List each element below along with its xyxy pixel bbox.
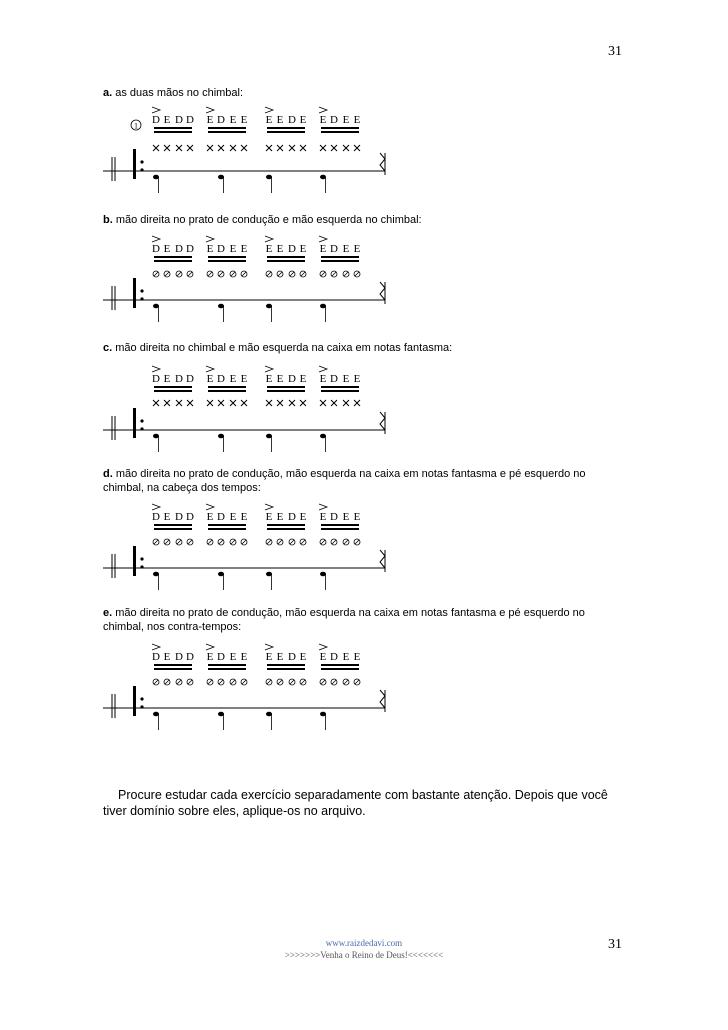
cymbal-slash [219, 272, 223, 276]
sticking-letter: E [240, 114, 248, 126]
beam [208, 664, 246, 666]
cymbal-slash [188, 680, 192, 684]
beam [154, 127, 192, 129]
sticking-letter: D [288, 511, 296, 523]
accent-mark [206, 236, 214, 242]
sticking-letter: E [319, 511, 327, 523]
repeat-sign [380, 282, 385, 300]
cymbal-slash [321, 680, 325, 684]
beam [208, 256, 246, 258]
beam [321, 664, 359, 666]
repeat-sign [380, 153, 385, 171]
cymbal-slash [344, 272, 348, 276]
sticking-letter: D [330, 511, 338, 523]
exercise-e-letter: e. [103, 607, 113, 619]
beam [208, 528, 246, 530]
beam [267, 664, 305, 666]
sticking-row [152, 243, 361, 255]
sticking-letter: D [217, 243, 225, 255]
cymbal-slash [344, 680, 348, 684]
accent-mark [152, 504, 160, 510]
beam [208, 390, 246, 392]
sticking-letter: E [299, 243, 307, 255]
sticking-letter: D [186, 114, 194, 126]
sticking-letter: E [206, 651, 214, 663]
hihat-note [241, 400, 247, 406]
hihat-note [320, 400, 326, 406]
notation-e [103, 640, 393, 735]
sticking-letter: D [152, 243, 160, 255]
repeat-dot [140, 419, 143, 422]
sticking-letter: E [342, 651, 350, 663]
sticking-letter: E [319, 373, 327, 385]
cymbal-slash [219, 540, 223, 544]
beam [154, 524, 192, 526]
page-number-bottom: 31 [608, 937, 622, 952]
cymbal-slash [344, 540, 348, 544]
sticking-letter: D [288, 243, 296, 255]
cymbal-slash [177, 680, 181, 684]
cymbal-slash [290, 540, 294, 544]
exercise-c-letter: c. [103, 342, 113, 354]
repeat-dot [140, 557, 143, 560]
sticking-letter: E [299, 511, 307, 523]
sticking-letter: E [353, 651, 361, 663]
beam [154, 386, 192, 388]
sticking-letter: E [206, 243, 214, 255]
repeat-dot [140, 289, 143, 292]
beam [154, 528, 192, 530]
hihat-note [164, 400, 170, 406]
cymbal-slash [301, 680, 305, 684]
hihat-note [343, 145, 349, 151]
cymbal-slash [231, 680, 235, 684]
sticking-letter: E [265, 373, 273, 385]
hihat-note [343, 400, 349, 406]
hihat-note [277, 400, 283, 406]
sticking-letter: E [299, 651, 307, 663]
notation-a [103, 103, 393, 198]
notation-c [103, 362, 393, 457]
sticking-letter: D [186, 243, 194, 255]
exercise-d-staff [103, 500, 393, 595]
hihat-note [354, 400, 360, 406]
footer-tagline: >>>>>>>Venha o Reino de Deus!<<<<<<< [284, 950, 444, 960]
sticking-letter: D [330, 243, 338, 255]
exercise-a-staff [103, 103, 393, 198]
sticking-letter: D [330, 114, 338, 126]
accent-mark [152, 366, 160, 372]
hihat-note [187, 145, 193, 151]
sticking-letter: E [240, 373, 248, 385]
repeat-bar [133, 408, 136, 438]
repeat-dot [140, 168, 143, 171]
sticking-letter: E [342, 114, 350, 126]
sticking-letter: E [276, 373, 284, 385]
sticking-letter: E [206, 373, 214, 385]
sticking-letter: E [276, 511, 284, 523]
sticking-letter: D [175, 511, 183, 523]
repeat-sign [380, 550, 385, 568]
hihat-note [187, 400, 193, 406]
cymbal-slash [242, 680, 246, 684]
sticking-letter: E [206, 114, 214, 126]
cymbal-slash [267, 540, 271, 544]
cymbal-slash [355, 540, 359, 544]
sticking-letter: E [353, 114, 361, 126]
notation-b [103, 232, 393, 327]
sticking-letter: E [299, 373, 307, 385]
hihat-note [331, 145, 337, 151]
hihat-note [153, 145, 159, 151]
hihat-note [266, 145, 272, 151]
cymbal-slash [321, 272, 325, 276]
exercise-d-text: mão direita no prato de condução, mão esquerda na caixa em notas fantasma e pé esquerdo no chimbal, na cabeça dos tempos: [103, 468, 586, 494]
sticking-letter: E [240, 651, 248, 663]
accent-mark [152, 236, 160, 242]
hihat-note [207, 145, 213, 151]
hihat-note [289, 400, 295, 406]
cymbal-slash [231, 540, 235, 544]
sticking-letter: E [342, 511, 350, 523]
repeat-dot [140, 565, 143, 568]
cymbal-slash [242, 272, 246, 276]
accent-mark [265, 107, 273, 113]
beam [154, 390, 192, 392]
hihat-note [331, 400, 337, 406]
cymbal-slash [301, 540, 305, 544]
hihat-note [266, 400, 272, 406]
beam [208, 668, 246, 670]
cymbal-slash [278, 540, 282, 544]
sticking-letter: D [217, 373, 225, 385]
hihat-note [176, 145, 182, 151]
cymbal-slash [332, 540, 336, 544]
cymbal-slash [208, 540, 212, 544]
sticking-letter: E [299, 114, 307, 126]
sticking-letter: E [353, 373, 361, 385]
accent-mark [206, 504, 214, 510]
sticking-letter: D [152, 373, 160, 385]
repeat-sign [380, 412, 385, 430]
hihat-note [218, 145, 224, 151]
repeat-dot [140, 697, 143, 700]
cymbal-slash [355, 680, 359, 684]
beam [321, 131, 359, 133]
repeat-bar [133, 278, 136, 308]
sticking-letter: E [163, 114, 171, 126]
sticking-letter: D [152, 114, 160, 126]
sticking-letter: E [163, 243, 171, 255]
repeat-bar [133, 686, 136, 716]
sticking-row [152, 373, 361, 385]
accent-mark [206, 644, 214, 650]
beam [267, 528, 305, 530]
exercise-e-staff [103, 640, 393, 735]
sticking-letter: E [229, 114, 237, 126]
sticking-letter: E [353, 511, 361, 523]
sticking-row [152, 651, 361, 663]
sticking-row [152, 114, 361, 126]
accent-mark [319, 366, 327, 372]
beam [208, 386, 246, 388]
cymbal-slash [332, 272, 336, 276]
beam [267, 256, 305, 258]
cymbal-slash [290, 680, 294, 684]
hihat-note [289, 145, 295, 151]
beam [208, 260, 246, 262]
sticking-letter: E [276, 243, 284, 255]
exercise-a-label [103, 86, 628, 100]
accent-mark [319, 236, 327, 242]
cymbal-slash [165, 680, 169, 684]
beam [267, 127, 305, 129]
cymbal-slash [301, 272, 305, 276]
sticking-letter: E [319, 651, 327, 663]
sticking-letter: E [229, 511, 237, 523]
beam [154, 256, 192, 258]
hihat-note [207, 400, 213, 406]
cymbal-slash [242, 540, 246, 544]
footer-site: www.raizdedavi.com [325, 938, 403, 948]
sticking-letter: E [240, 243, 248, 255]
exercise-b-staff [103, 232, 393, 327]
cymbal-slash [177, 540, 181, 544]
circle-number: 1 [134, 121, 138, 131]
cymbal-slash [165, 540, 169, 544]
sticking-letter: D [186, 651, 194, 663]
sticking-letter: E [265, 511, 273, 523]
sticking-letter: E [229, 651, 237, 663]
cymbal-slash [231, 272, 235, 276]
sticking-letter: D [217, 114, 225, 126]
cymbal-slash [208, 272, 212, 276]
sticking-letter: D [217, 651, 225, 663]
sticking-letter: E [342, 243, 350, 255]
sticking-letter: E [240, 511, 248, 523]
beam [267, 668, 305, 670]
beam [321, 256, 359, 258]
beam [154, 260, 192, 262]
hihat-note [176, 400, 182, 406]
hihat-note [241, 145, 247, 151]
beam [267, 260, 305, 262]
sticking-letter: D [175, 373, 183, 385]
sticking-letter: D [186, 511, 194, 523]
repeat-sign [380, 690, 385, 708]
sticking-letter: E [265, 651, 273, 663]
sticking-letter: D [175, 243, 183, 255]
beam [321, 668, 359, 670]
sticking-letter: D [217, 511, 225, 523]
accent-mark [265, 644, 273, 650]
beam [267, 131, 305, 133]
sticking-letter: D [152, 511, 160, 523]
instruction-paragraph: Procure estudar cada exercício separadamente com bastante atenção. Depois que você tiver domínio sobre eles, aplique-os no arquivo. [103, 788, 608, 818]
cymbal-slash [165, 272, 169, 276]
cymbal-slash [290, 272, 294, 276]
sticking-letter: E [265, 243, 273, 255]
accent-mark [265, 366, 273, 372]
sticking-letter: E [319, 114, 327, 126]
exercise-d-letter: d. [103, 468, 113, 480]
beam [154, 131, 192, 133]
sticking-letter: E [353, 243, 361, 255]
exercise-a-letter: a. [103, 87, 113, 99]
hihat-note [153, 400, 159, 406]
beam [321, 260, 359, 262]
cymbal-slash [188, 272, 192, 276]
beam [208, 131, 246, 133]
hihat-note [354, 145, 360, 151]
hihat-note [300, 400, 306, 406]
accent-mark [265, 236, 273, 242]
cymbal-slash [332, 680, 336, 684]
sticking-letter: E [163, 651, 171, 663]
sticking-letter: E [229, 373, 237, 385]
sticking-letter: D [152, 651, 160, 663]
repeat-dot [140, 297, 143, 300]
sticking-letter: E [206, 511, 214, 523]
sticking-letter: E [276, 114, 284, 126]
hihat-note [300, 145, 306, 151]
exercise-c-label [103, 341, 628, 355]
cymbal-slash [154, 680, 158, 684]
notation-d [103, 500, 393, 595]
repeat-bar [133, 546, 136, 576]
hihat-note [164, 145, 170, 151]
accent-mark [152, 644, 160, 650]
sticking-letter: E [163, 373, 171, 385]
cymbal-slash [154, 272, 158, 276]
sticking-letter: D [288, 373, 296, 385]
repeat-dot [140, 705, 143, 708]
hihat-note [320, 145, 326, 151]
accent-mark [319, 107, 327, 113]
sticking-letter: E [163, 511, 171, 523]
sticking-letter: D [330, 651, 338, 663]
repeat-dot [140, 160, 143, 163]
exercise-c-text: mão direita no chimbal e mão esquerda na caixa em notas fantasma: [112, 342, 453, 354]
hihat-note [230, 400, 236, 406]
hihat-note [218, 400, 224, 406]
exercise-e-text: mão direita no prato de condução, mão esquerda na caixa em notas fantasma e pé esquerdo no chimbal, nos contra-tempos: [103, 607, 585, 633]
exercise-c-staff [103, 362, 393, 457]
cymbal-slash [267, 680, 271, 684]
hihat-note [277, 145, 283, 151]
beam [321, 524, 359, 526]
repeat-dot [140, 427, 143, 430]
beam [267, 390, 305, 392]
cymbal-slash [188, 540, 192, 544]
sticking-letter: D [175, 114, 183, 126]
cymbal-slash [355, 272, 359, 276]
page-number-top: 31 [608, 44, 622, 59]
accent-mark [319, 504, 327, 510]
sticking-letter: E [265, 114, 273, 126]
sticking-row [152, 511, 361, 523]
cymbal-slash [208, 680, 212, 684]
accent-mark [265, 504, 273, 510]
beam [267, 386, 305, 388]
cymbal-slash [278, 680, 282, 684]
cymbal-slash [177, 272, 181, 276]
exercise-a-text: as duas mãos no chimbal: [112, 87, 244, 99]
sticking-letter: D [288, 114, 296, 126]
exercise-d-label [103, 467, 628, 495]
beam [321, 390, 359, 392]
sticking-letter: D [288, 651, 296, 663]
sticking-letter: E [276, 651, 284, 663]
beam [154, 664, 192, 666]
beam [154, 668, 192, 670]
accent-mark [152, 107, 160, 113]
beam [321, 127, 359, 129]
sticking-letter: D [175, 651, 183, 663]
sticking-letter: E [342, 373, 350, 385]
exercise-b-text: mão direita no prato de condução e mão esquerda no chimbal: [112, 214, 422, 226]
beam [208, 524, 246, 526]
beam [208, 127, 246, 129]
cymbal-slash [154, 540, 158, 544]
beam [321, 528, 359, 530]
cymbal-slash [219, 680, 223, 684]
sticking-letter: D [186, 373, 194, 385]
cymbal-slash [321, 540, 325, 544]
accent-mark [319, 644, 327, 650]
accent-mark [206, 107, 214, 113]
hihat-note [230, 145, 236, 151]
accent-mark [206, 366, 214, 372]
beam [321, 386, 359, 388]
sticking-letter: E [319, 243, 327, 255]
beam [267, 524, 305, 526]
repeat-bar [133, 149, 136, 179]
sticking-letter: E [229, 243, 237, 255]
sticking-letter: D [330, 373, 338, 385]
cymbal-slash [267, 272, 271, 276]
exercise-b-letter: b. [103, 214, 113, 226]
exercise-e-label [103, 606, 628, 634]
cymbal-slash [278, 272, 282, 276]
exercise-b-label [103, 213, 628, 227]
